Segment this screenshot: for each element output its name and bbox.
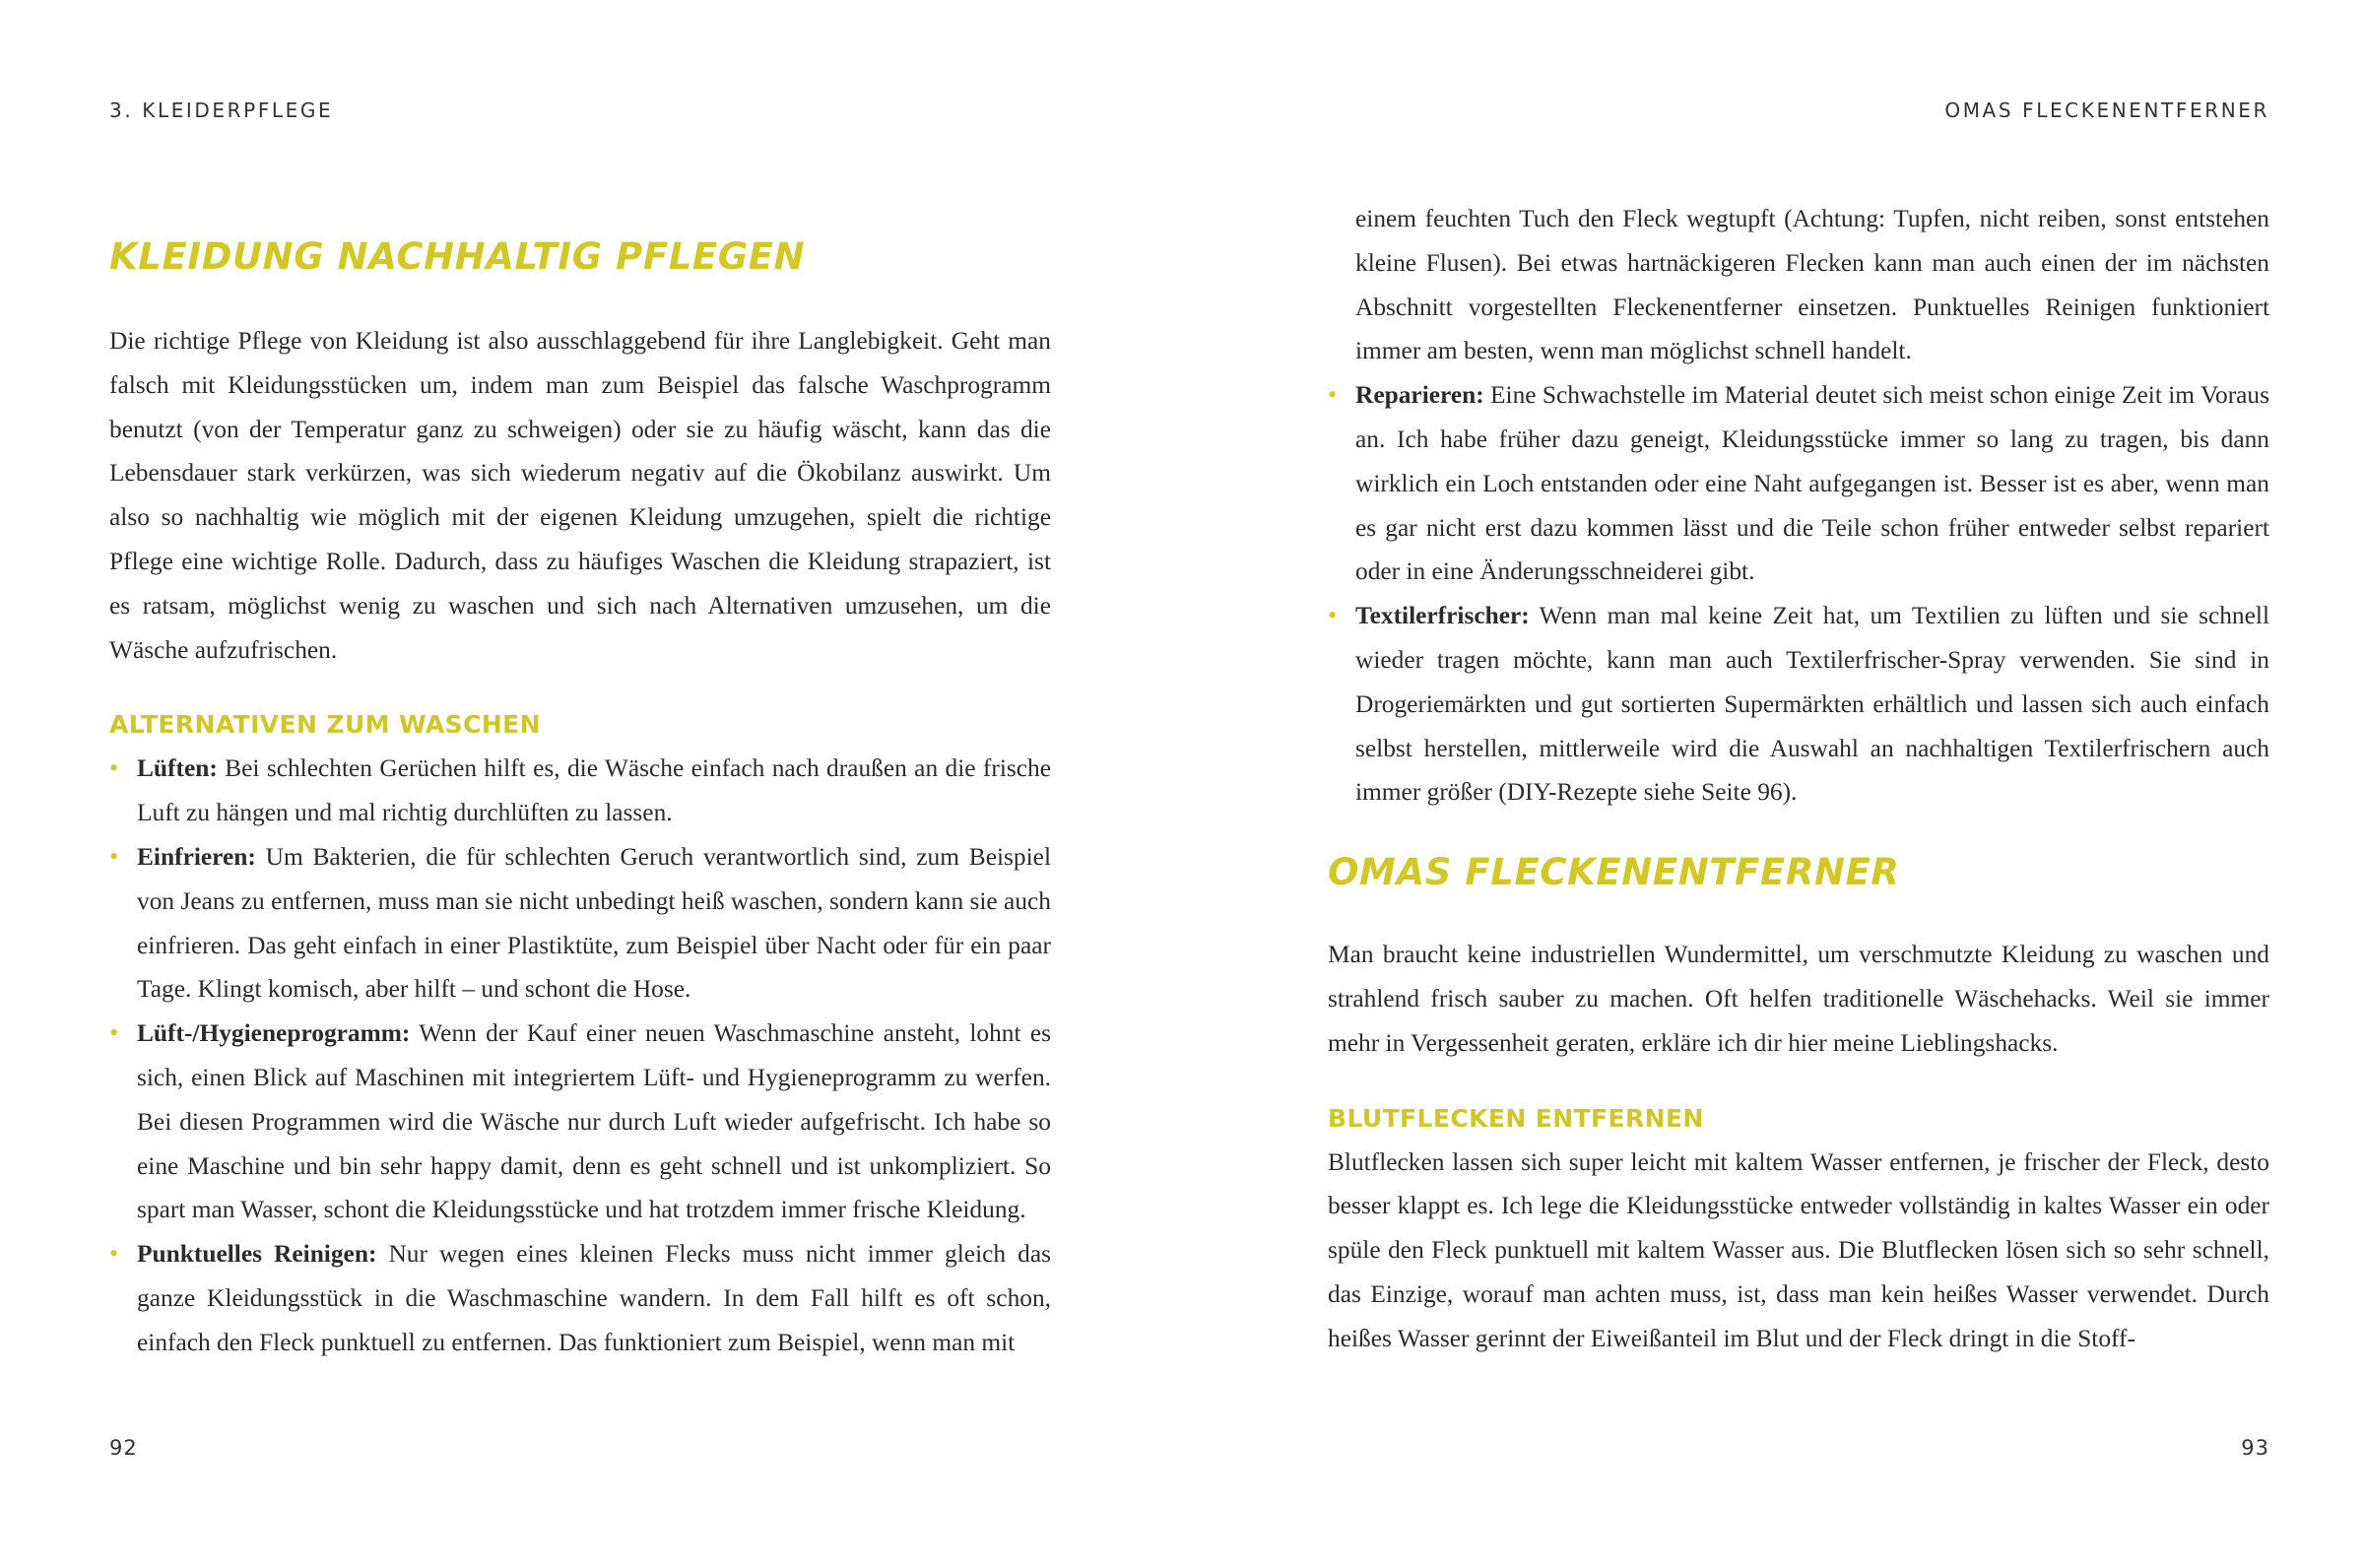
left-column xyxy=(109,229,1051,1365)
bullet-icon: • xyxy=(1328,380,1338,410)
bullet-icon: • xyxy=(1328,601,1338,630)
bullet-term: Punktuelles Reinigen: xyxy=(137,1240,377,1269)
bullet-text: Nur wegen eines kleinen Flecks muss nicht immer gleich das ganze Kleidungsstück in die Waschmaschine wandern. In dem Fall hilft es oft schon, einfach den Fleck punktuell zu entfernen. Das funktioniert zum Beispiel, wenn man mit xyxy=(137,1240,1051,1356)
list-item xyxy=(109,835,1051,1012)
list-item xyxy=(1328,594,2269,815)
bullet-text: Wenn der Kauf einer neuen Waschmaschine ansteht, lohnt es sich, einen Blick auf Maschinen mit integriertem Lüft- und Hygieneprogramm zu werfen. Bei diesen Programmen wird die Wäsche nur durch Luft wieder aufgefrischt. Ich habe so eine Maschine und bin sehr happy damit, denn es geht schnell und ist unkompliziert. So spart man Wasser, schont die Kleidungsstücke und hat trotzdem immer frische Kleidung. xyxy=(137,1019,1051,1224)
bullet-list-right xyxy=(1328,373,2269,815)
bullet-term: Textilerfrischer: xyxy=(1355,602,1530,630)
list-item xyxy=(109,1232,1051,1364)
body-paragraph-blutflecken: Blutflecken lassen sich super leicht mit kaltem Wasser entfernen, je frischer der Fleck, desto besser klappt es. Ich lege die Kleidungsstücke entweder vollständig in kaltes Wasser ein oder spüle den Fleck punktuell mit kaltem Wasser aus. Die Blutflecken lösen sich so sehr schnell, das Einzige, worauf man achten muss, ist, dass man kein heißes Wasser verwendet. Durch heißes Wasser gerinnt der Eiweißanteil im Blut und der Fleck dringt in die Stoff- xyxy=(1328,1147,2269,1352)
bullet-text: Bei schlechten Gerüchen hilft es, die Wäsche einfach nach draußen an die frische Luft zu hängen und mal richtig durchlüften zu lassen. xyxy=(137,754,1051,827)
subheading-blutflecken: BLUTFLECKEN ENTFERNEN xyxy=(1328,1103,1704,1133)
bullet-icon: • xyxy=(109,841,119,871)
page-number-left: 92 xyxy=(109,1436,138,1460)
bullet-term: Lüft-/Hygieneprogramm: xyxy=(137,1019,411,1048)
right-page xyxy=(1182,0,2364,1568)
running-head-right: OMAS FLECKENENTFERNER xyxy=(1944,98,2269,122)
subheading-alternativen: ALTERNATIVEN ZUM WASCHEN xyxy=(109,710,541,740)
section-heading-kleidung: KLEIDUNG NACHHALTIG PFLEGEN xyxy=(109,235,806,278)
list-item xyxy=(1328,373,2269,594)
bullet-text: Um Bakterien, die für schlechten Geruch verantwortlich sind, zum Beispiel von Jeans zu entfernen, muss man sie nicht unbedingt heiß waschen, sondern kann sie auch einfrieren. Das geht einfach in einer Plastiktüte, zum Beispiel über Nacht oder für ein paar Tage. Klingt komisch, aber hilft – und schont die Hose. xyxy=(137,842,1051,1004)
continued-bullet-text: einem feuchten Tuch den Fleck wegtupft (Achtung: Tupfen, nicht reiben, sonst entstehen kleine Flusen). Bei etwas hartnäckigeren Flecken kann man auch einen der im nächsten Abschnitt vorgestellten Fleckenentferner einsetzen. Punktuelles Reinigen funktioniert immer am besten, wenn man möglichst schnell handelt. xyxy=(1355,205,2269,365)
bullet-term: Reparieren: xyxy=(1355,381,1484,410)
bullet-text: Wenn man mal keine Zeit hat, um Textilien zu lüften und sie schnell wieder tragen möchte, kann man auch Textilerfrischer-Spray verwenden. Sie sind in Drogeriemärkten und gut sortierten Supermärkten erhältlich und lassen sich auch einfach selbst herstellen, mittlerweile wird die Auswahl an nachhaltigen Textilerfrischern auch immer größer (DIY-Rezepte siehe Seite 96). xyxy=(1355,602,2269,807)
bullet-list-left xyxy=(109,747,1051,1364)
bullet-icon: • xyxy=(109,753,119,783)
bullet-text: Eine Schwachstelle im Material deutet sich meist schon einige Zeit im Voraus an. Ich habe früher dazu geneigt, Kleidungsstücke immer so lang zu tragen, bis dann wirklich ein Loch entstanden oder eine Naht aufgegangen ist. Besser ist es aber, wenn man es gar nicht erst dazu kommen lässt und die Teile schon früher entweder selbst repariert oder in eine Änderungsschneiderei gibt. xyxy=(1355,381,2269,586)
list-item xyxy=(109,747,1051,835)
right-column xyxy=(1328,197,2269,1361)
page-number-right: 93 xyxy=(2241,1436,2269,1460)
bullet-term: Lüften: xyxy=(137,754,218,783)
intro-paragraph-left: Die richtige Pflege von Kleidung ist also ausschlaggebend für ihre Langlebigkeit. Geht man falsch mit Kleidungsstücken um, indem man zum Beispiel das falsche Waschprogramm benutzt (von der Temperatur ganz zu schweigen) oder sie zu häufig wäscht, kann das die Lebensdauer stark verkürzen, was sich wiederum negativ auf die Ökobilanz auswirkt. Um also so nachhaltig wie möglich mit der eigenen Kleidung umzugehen, spielt die richtige Pflege eine wichtige Rolle. Dadurch, dass zu häufiges Waschen die Kleidung strapaziert, ist es ratsam, möglichst wenig zu waschen und sich nach Alternativen umzusehen, um die Wäsche aufzufrischen. xyxy=(109,327,1051,664)
list-item xyxy=(109,1012,1051,1232)
intro-paragraph-right: Man braucht keine industriellen Wundermittel, um verschmutzte Kleidung zu waschen und strahlend frisch sauber zu machen. Oft helfen traditionelle Wäschehacks. Weil sie immer mehr in Vergessenheit geraten, erkläre ich dir hier meine Lieblingshacks. xyxy=(1328,941,2269,1057)
bullet-term: Einfrieren: xyxy=(137,842,256,871)
bullet-icon: • xyxy=(109,1018,119,1048)
running-head-left: 3. KLEIDERPFLEGE xyxy=(109,98,334,122)
bullet-icon: • xyxy=(109,1239,119,1269)
section-heading-omas: OMAS FLECKENENTFERNER xyxy=(1328,851,1900,894)
